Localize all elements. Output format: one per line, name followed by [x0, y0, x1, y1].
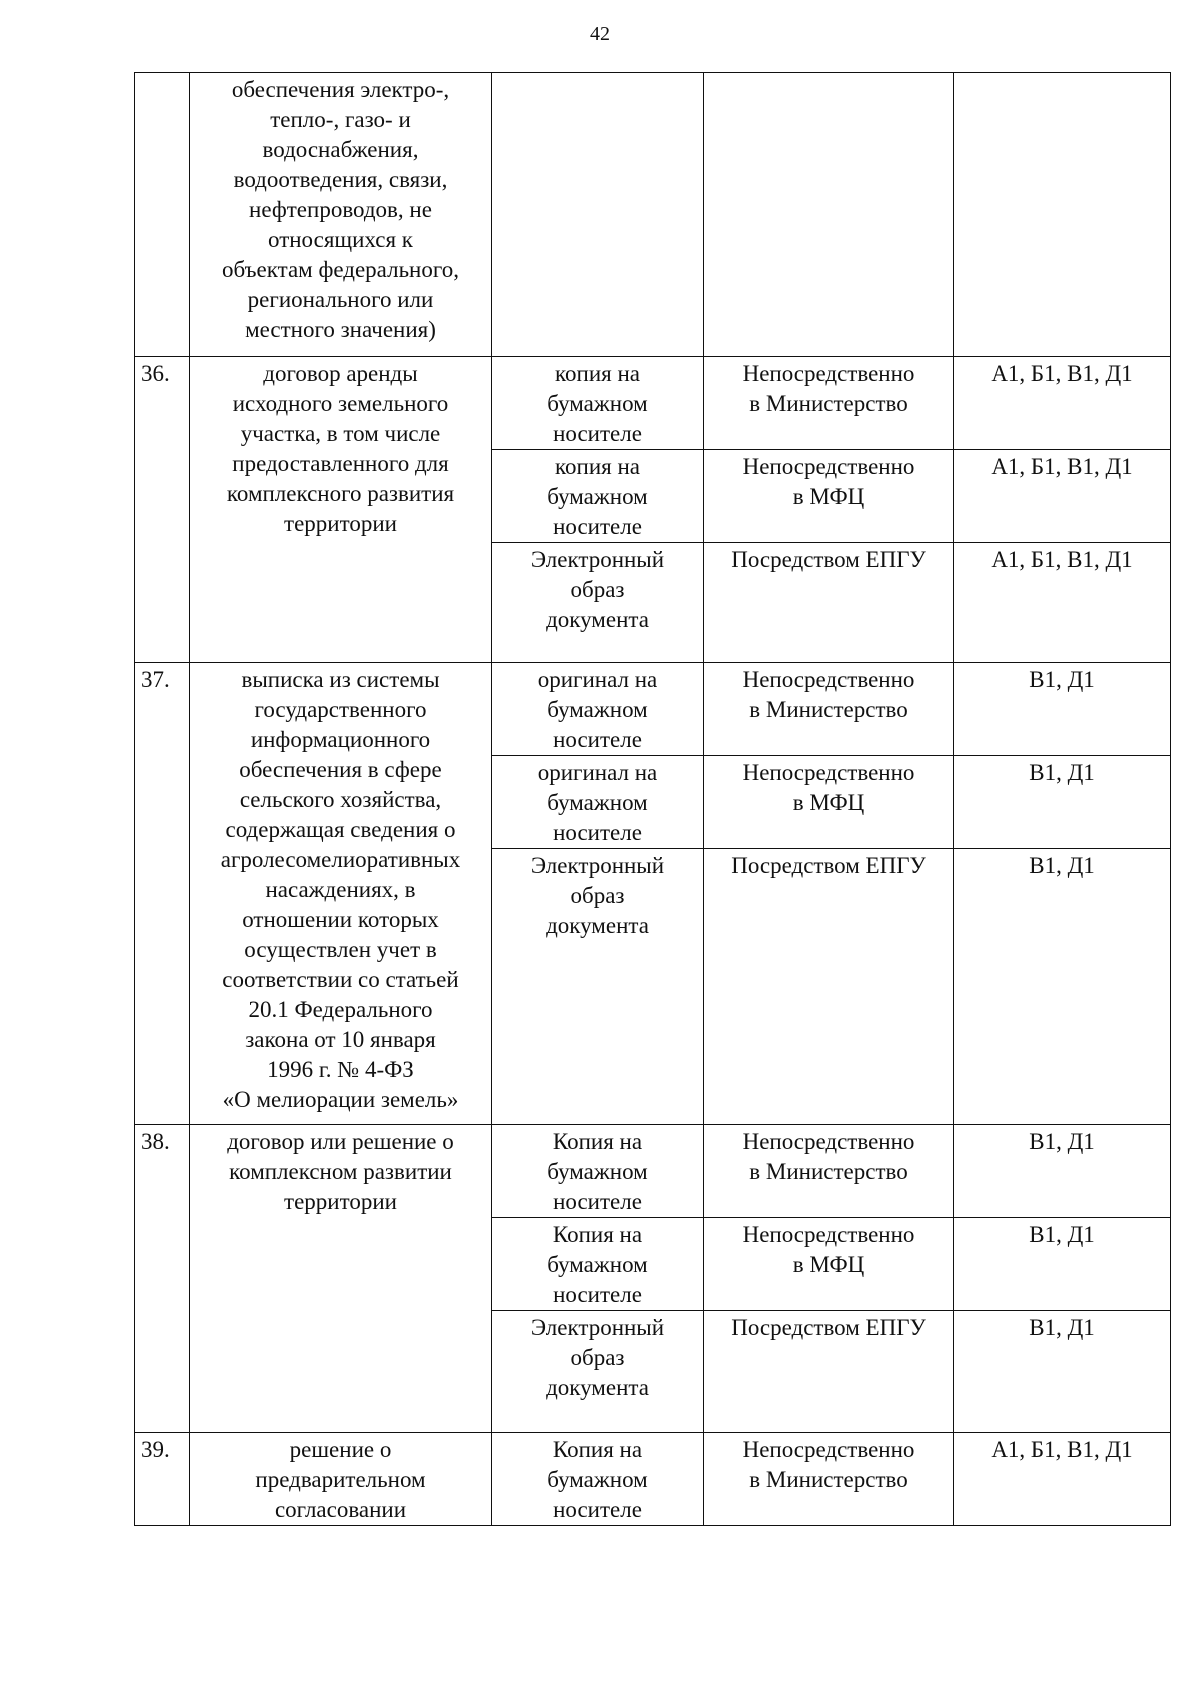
page-number: 42 — [590, 23, 610, 45]
document-name: договор или решение о комплексном развитии территории — [190, 1125, 492, 1433]
document-name: выписка из системы государственного информационного обеспечения в сфере сельского хозяйства, содержащая сведения о агролесомелиоративных насаждениях, в отношении которых осуществлен учет в соответствии со статьей 20.1 Федерального закона от 10 января 1996 г. № 4-ФЗ «О мелиорации земель» — [190, 663, 492, 1125]
document-form: оригинал на бумажном носителе — [492, 756, 704, 849]
submission-method: Непосредственно в МФЦ — [704, 756, 954, 849]
row-number: 36. — [135, 357, 190, 663]
document-form: Электронный образ документа — [492, 543, 704, 663]
submission-method: Посредством ЕПГУ — [704, 849, 954, 1125]
submission-method: Посредством ЕПГУ — [704, 543, 954, 663]
applicant-categories: В1, Д1 — [954, 849, 1171, 1125]
applicant-categories: А1, Б1, В1, Д1 — [954, 1433, 1171, 1526]
applicant-categories: А1, Б1, В1, Д1 — [954, 450, 1171, 543]
table-row — [135, 357, 1171, 450]
document-form: Электронный образ документа — [492, 1311, 704, 1433]
document-form — [492, 73, 704, 357]
submission-method: Посредством ЕПГУ — [704, 1311, 954, 1433]
submission-method: Непосредственно в МФЦ — [704, 1218, 954, 1311]
document-form: копия на бумажном носителе — [492, 450, 704, 543]
documents-table — [134, 72, 1171, 1526]
document-name: решение о предварительном согласовании — [190, 1433, 492, 1526]
submission-method: Непосредственно в МФЦ — [704, 450, 954, 543]
row-number: 39. — [135, 1433, 190, 1526]
applicant-categories: В1, Д1 — [954, 663, 1171, 756]
document-form: Копия на бумажном носителе — [492, 1218, 704, 1311]
row-number — [135, 73, 190, 357]
applicant-categories: В1, Д1 — [954, 756, 1171, 849]
submission-method: Непосредственно в Министерство — [704, 357, 954, 450]
table-row — [135, 73, 1171, 357]
document-form: копия на бумажном носителе — [492, 357, 704, 450]
document-name: договор аренды исходного земельного участка, в том числе предоставленного для комплексного развития территории — [190, 357, 492, 663]
document-name: обеспечения электро-, тепло-, газо- и водоснабжения, водоотведения, связи, нефтепроводов, не относящихся к объектам федерального, регионального или местного значения) — [190, 73, 492, 357]
table-row — [135, 663, 1171, 756]
submission-method: Непосредственно в Министерство — [704, 663, 954, 756]
submission-method: Непосредственно в Министерство — [704, 1125, 954, 1218]
row-number: 37. — [135, 663, 190, 1125]
table-row — [135, 1433, 1171, 1526]
document-form: оригинал на бумажном носителе — [492, 663, 704, 756]
applicant-categories — [954, 73, 1171, 357]
applicant-categories: В1, Д1 — [954, 1311, 1171, 1433]
applicant-categories: В1, Д1 — [954, 1218, 1171, 1311]
applicant-categories: А1, Б1, В1, Д1 — [954, 543, 1171, 663]
document-form: Копия на бумажном носителе — [492, 1433, 704, 1526]
row-number: 38. — [135, 1125, 190, 1433]
applicant-categories: А1, Б1, В1, Д1 — [954, 357, 1171, 450]
table-row — [135, 1125, 1171, 1218]
applicant-categories: В1, Д1 — [954, 1125, 1171, 1218]
document-form: Копия на бумажном носителе — [492, 1125, 704, 1218]
document-form: Электронный образ документа — [492, 849, 704, 1125]
submission-method — [704, 73, 954, 357]
submission-method: Непосредственно в Министерство — [704, 1433, 954, 1526]
